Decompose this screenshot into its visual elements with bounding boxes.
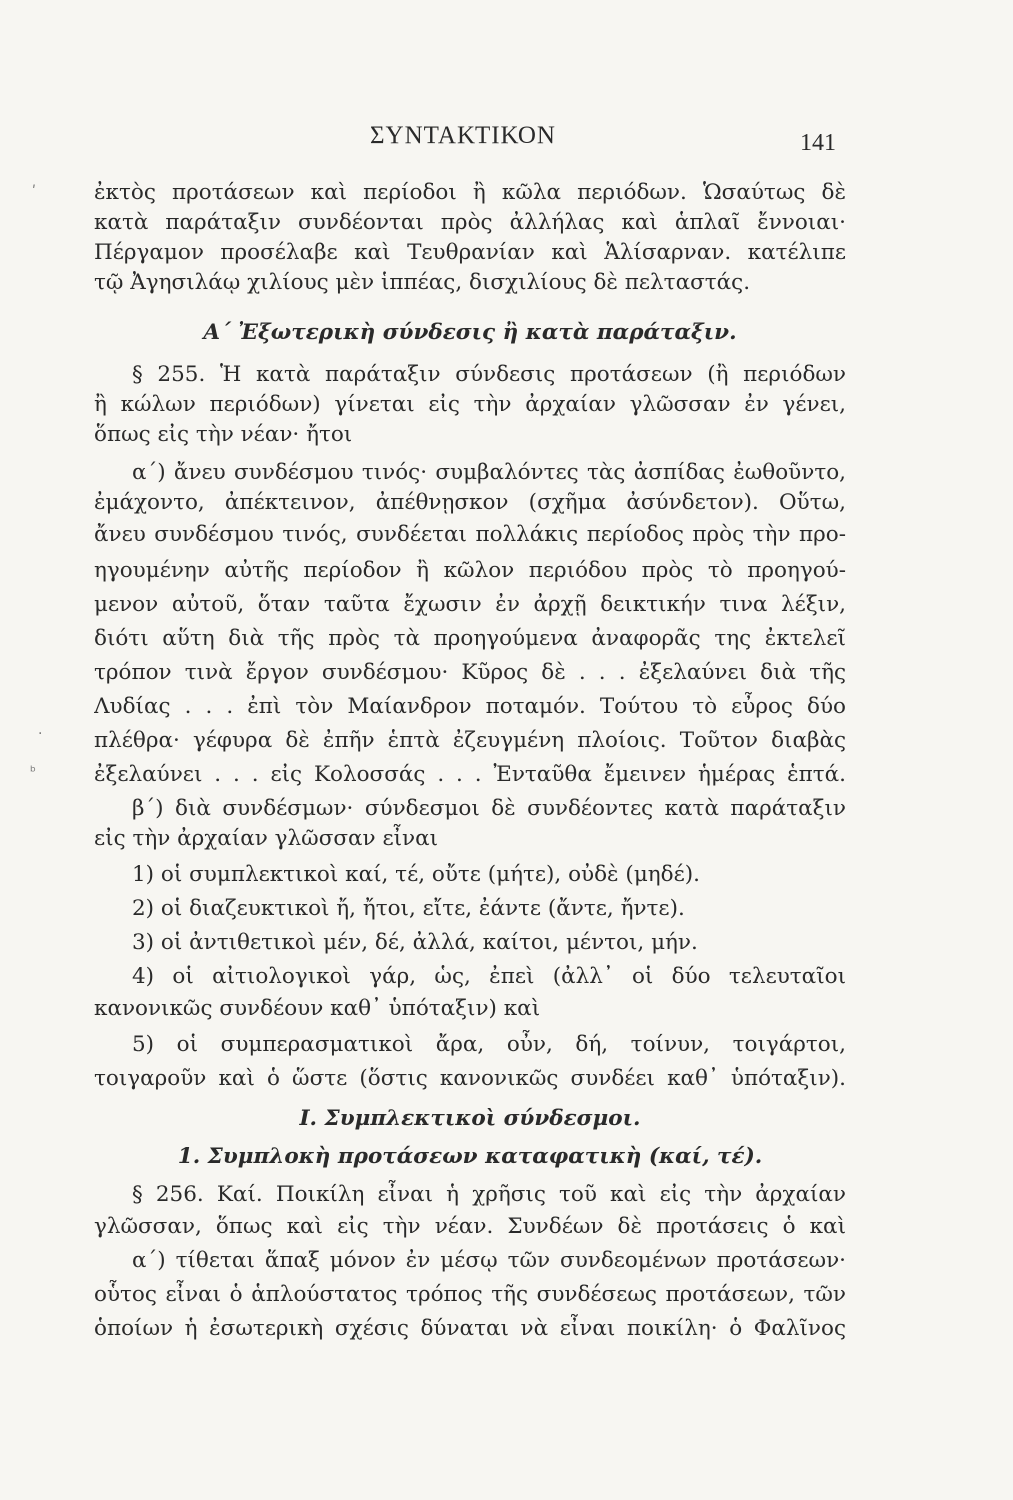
text-line: τοιγαροῦν καὶ ὁ ὥστε (ὅστις κανονικῶς συνδέει καθ᾽ ὑπόταξιν). (94, 1066, 846, 1091)
subsection-heading: 1. Συμπλοκὴ προτάσεων καταφατικὴ (καί, τέ). (177, 1144, 763, 1169)
list-item: 3) οἱ ἀντιθετικοὶ μέν, δέ, ἀλλά, καίτοι, μέντοι, μήν. (132, 930, 698, 955)
text-line: Λυδίας . . . ἐπὶ τὸν Μαίανδρον ποταμόν. Τούτου τὸ εὖρος δύο (94, 694, 846, 719)
text-line: ἄνευ συνδέσμου τινός, συνδέεται πολλάκις περίοδος πρὸς τὴν προ- (94, 522, 846, 547)
text-line: κατὰ παράταξιν συνδέονται πρὸς ἀλλήλας καὶ ἁπλαῖ ἔννοιαι· (94, 210, 846, 235)
text-line: διότι αὕτη διὰ τῆς πρὸς τὰ προηγούμενα ἀναφορᾶς της ἐκτελεῖ (94, 626, 846, 651)
margin-mark: · (38, 726, 43, 742)
subsection-heading: I. Συμπλεκτικοὶ σύνδεσμοι. (299, 1106, 641, 1131)
text-line: β΄) διὰ συνδέσμων· σύνδεσμοι δὲ συνδέοντες κατὰ παράταξιν (132, 796, 846, 821)
text-line: κανονικῶς συνδέουν καθ᾽ ὑπόταξιν) καὶ (94, 996, 541, 1021)
text-line: α΄) τίθεται ἅπαξ μόνον ἐν μέσῳ τῶν συνδεομένων προτάσεων· (132, 1248, 846, 1273)
margin-mark: ᵇ (30, 764, 36, 780)
text-line: ηγουμένην αὐτῆς περίοδον ἢ κῶλον περιόδου πρὸς τὸ προηγού- (94, 558, 846, 583)
list-item: 1) οἱ συμπλεκτικοὶ καί, τέ, οὔτε (μήτε), οὐδὲ (μηδέ). (132, 862, 700, 887)
text-line: πλέθρα· γέφυρα δὲ ἐπῆν ἑπτὰ ἐζευγμένη πλοίοις. Τοῦτον διαβὰς (94, 728, 846, 753)
margin-mark: ʹ (32, 184, 36, 200)
text-line: ἐξελαύνει . . . εἰς Κολοσσάς . . . Ἐνταῦθα ἔμεινεν ἡμέρας ἑπτά. (94, 762, 846, 787)
text-line: Πέργαμον προσέλαβε καὶ Τευθρανίαν καὶ Ἁλίσαρναν. κατέλιπε (94, 240, 846, 265)
text-line: α΄) ἄνευ συνδέσμου τινός· συμβαλόντες τὰς ἀσπίδας ἐωθοῦντο, (132, 460, 846, 485)
text-line: γλῶσσαν, ὅπως καὶ εἰς τὴν νέαν. Συνδέων δὲ προτάσεις ὁ καὶ (94, 1214, 846, 1239)
text-line: ἐκτὸς προτάσεων καὶ περίοδοι ἢ κῶλα περιόδων. Ὡσαύτως δὲ (94, 180, 846, 205)
running-title: ΣΥΝΤΑΚΤΙΚΟΝ (370, 122, 556, 149)
text-line: εἰς τὴν ἀρχαίαν γλῶσσαν εἶναι (94, 826, 439, 851)
text-line: § 256. Καί. Ποικίλη εἶναι ἡ χρῆσις τοῦ καὶ εἰς τὴν ἀρχαίαν (132, 1182, 846, 1207)
text-line: τρόπον τινὰ ἔργον συνδέσμου· Κῦρος δὲ . . . ἐξελαύνει διὰ τῆς (94, 660, 846, 685)
section-heading: Α΄ Ἐξωτερικὴ σύνδεσις ἢ κατὰ παράταξιν. (203, 320, 737, 345)
text-line: οὗτος εἶναι ὁ ἁπλούστατος τρόπος τῆς συνδέσεως προτάσεων, τῶν (94, 1282, 846, 1307)
text-line: ὅπως εἰς τὴν νέαν· ἤτοι (94, 422, 353, 447)
text-line: τῷ Ἀγησιλάῳ χιλίους μὲν ἱππέας, δισχιλίους δὲ πελταστάς. (94, 270, 751, 295)
page-header (0, 118, 1013, 162)
text-line: ἐμάχοντο, ἀπέκτεινον, ἀπέθνῃσκον (σχῆμα ἀσύνδετον). Οὕτω, (94, 490, 846, 515)
text-line: § 255. Ἡ κατὰ παράταξιν σύνδεσις προτάσεων (ἢ περιόδων (132, 362, 846, 387)
list-item: 2) οἱ διαζευκτικοὶ ἤ, ἤτοι, εἴτε, ἐάντε (ἄντε, ἤντε). (132, 896, 685, 921)
page-number: 141 (800, 130, 836, 156)
text-line: μενον αὐτοῦ, ὅταν ταῦτα ἔχωσιν ἐν ἀρχῇ δεικτικήν τινα λέξιν, (94, 592, 846, 617)
list-item: 4) οἱ αἰτιολογικοὶ γάρ, ὡς, ἐπεὶ (ἀλλ᾽ οἱ δύο τελευταῖοι (132, 964, 846, 989)
text-line: ἢ κώλων περιόδων) γίνεται εἰς τὴν ἀρχαίαν γλῶσσαν ἐν γένει, (94, 392, 846, 417)
list-item: 5) οἱ συμπερασματικοὶ ἄρα, οὖν, δή, τοίνυν, τοιγάρτοι, (132, 1032, 846, 1057)
text-line: ὁποίων ἡ ἐσωτερικὴ σχέσις δύναται νὰ εἶναι ποικίλη· ὁ Φαλῖνος (94, 1316, 846, 1341)
